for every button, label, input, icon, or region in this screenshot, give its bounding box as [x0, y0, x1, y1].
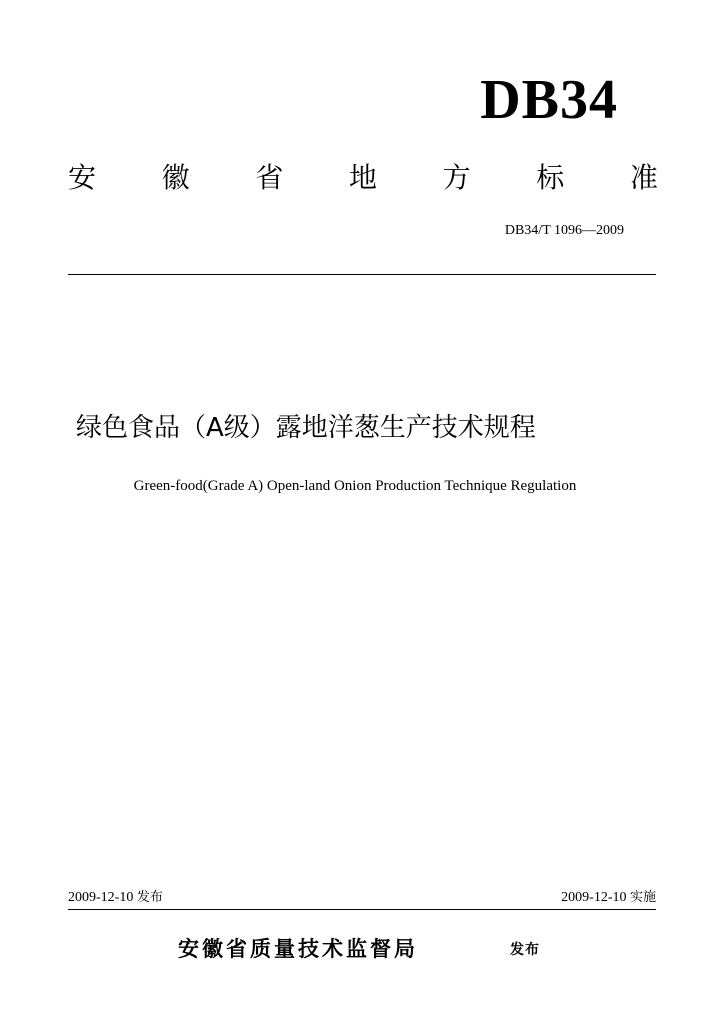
- standard-name-char: 省: [255, 161, 284, 194]
- standard-name-char: 徽: [161, 161, 190, 194]
- publish-label: 发布: [136, 890, 163, 905]
- publish-date: 2009-12-10: [68, 890, 134, 905]
- standard-code: DB34: [480, 69, 618, 131]
- standard-name-char: 标: [536, 161, 565, 194]
- publish-date-line: [68, 888, 163, 908]
- implement-date: 2009-12-10: [561, 890, 627, 905]
- issuing-authority: 安徽省质量技术监督局: [178, 937, 418, 961]
- issuing-authority-suffix: 发布: [510, 942, 540, 958]
- header-divider: [68, 274, 656, 275]
- document-title-english: Green-food(Grade A) Open-land Onion Production Technique Regulation: [133, 478, 577, 494]
- standard-name-char: 方: [442, 161, 471, 194]
- standard-name-char: 安: [68, 161, 97, 194]
- document-title-chinese: 绿色食品（A级）露地洋葱生产技术规程: [76, 413, 536, 443]
- standard-name-char: 准: [629, 161, 658, 194]
- implement-date-line: [561, 888, 656, 908]
- standard-number: DB34/T 1096—2009: [504, 223, 624, 238]
- standard-name: [68, 160, 658, 196]
- footer-divider: [68, 909, 656, 910]
- implement-label: 实施: [629, 890, 656, 905]
- standard-name-char: 地: [348, 161, 377, 194]
